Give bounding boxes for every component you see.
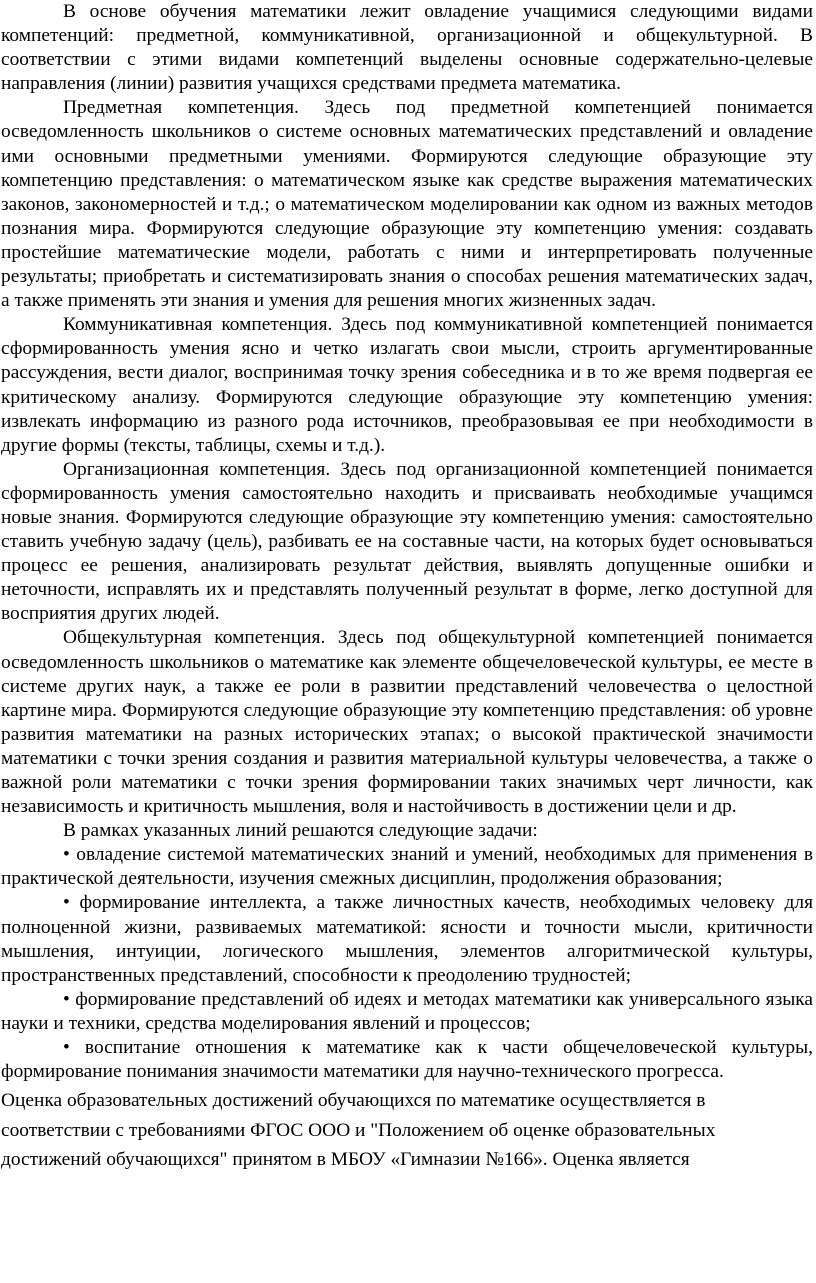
paragraph-communicative-competence: Коммуникативная компетенция. Здесь под коммуникативной компетенцией понимается сформированность умения ясно и четко излагать свои мысли, строить аргументированные рассуждения, вести диалог, воспринимая точку зрения собеседника и в то же время подвергая ее критическому анализу. Формируются следующие образующие эту компетенцию умения: извлекать информацию из разного рода источников, преобразовывая ее при необходимости в другие формы (тексты, таблицы, схемы и т.д.). (1, 314, 813, 456)
assessment-paragraph (1, 1086, 813, 1175)
paragraph-intro: В основе обучения математики лежит овладение учащимися следующими видами компетенций: предметной, коммуникативной, организационной и общекультурной. В соответствии с этими видами компетенций выделены основные содержательно-целевые направления (линии) развития учащихся средствами предмета математика. (1, 1, 813, 95)
list-item-task-1: • овладение системой математических знаний и умений, необходимых для применения в практической деятельности, изучения смежных дисциплин, продолжения образования; (1, 844, 813, 890)
list-item-task-3: • формирование представлений об идеях и методах математики как универсального языка науки и техники, средства моделирования явлений и процессов; (1, 988, 813, 1034)
paragraph-tasks-heading: В рамках указанных линий решаются следующие задачи: (63, 820, 538, 842)
assessment-line-2: соответствии с требованиями ФГОС ООО и "Положением об оценке образовательных (1, 1119, 716, 1141)
list-item-task-2: • формирование интеллекта, а также личностных качеств, необходимых человеку для полноценной жизни, развиваемых математикой: ясности и точности мысли, критичности мышления, интуиции, логического мышления, элементов алгоритмической культуры, пространственных представлений, способности к преодолению трудностей; (1, 892, 813, 986)
assessment-line-3: достижений обучающихся" принятом в МБОУ «Гимназии №166». Оценка является (1, 1149, 690, 1171)
list-item-task-4: • воспитание отношения к математике как к части общечеловеческой культуры, формирование понимания значимости математики для научно-технического прогресса. (1, 1037, 813, 1083)
paragraph-subject-competence: Предметная компетенция. Здесь под предметной компетенцией понимается осведомленность школьников о системе основных математических представлений и овладение ими основными предметными умениями. Формируются следующие образующие эту компетенцию представления: о математическом языке как средстве выражения математических законов, закономерностей и т.д.; о математическом моделировании как одном из важных методов познания мира. Формируются следующие образующие эту компетенцию умения: создавать простейшие математические модели, работать с ними и интерпретировать полученные результаты; приобретать и систематизировать знания о способах решения математических задач, а также применять эти знания и умения для решения многих жизненных задач. (1, 97, 813, 312)
paragraph-organizational-competence: Организационная компетенция. Здесь под организационной компетенцией понимается сформированность умения самостоятельно находить и присваивать необходимые учащимся новые знания. Формируются следующие образующие эту компетенцию умения: самостоятельно ставить учебную задачу (цель), разбивать ее на составные части, на которых будет основываться процесс ее решения, анализировать результат действия, выявлять допущенные ошибки и неточности, исправлять их и представлять полученный результат в форме, легко доступной для восприятия других людей. (1, 458, 813, 625)
paragraph-cultural-competence: Общекультурная компетенция. Здесь под общекультурной компетенцией понимается осведомленность школьников о математике как элементе общечеловеческой культуры, ее месте в системе других наук, а также ее роли в развитии представлений человечества о целостной картине мира. Формируются следующие образующие эту компетенцию представления: об уровне развития математики на разных исторических этапах; о высокой практической значимости математики с точки зрения создания и развития материальной культуры человечества, а также о важной роли математики с точки зрения формировании таких значимых черт личности, как независимость и критичность мышления, воля и настойчивость в достижении цели и др. (1, 627, 813, 818)
assessment-line-1: Оценка образовательных достижений обучающихся по математике осуществляется в (1, 1090, 706, 1112)
